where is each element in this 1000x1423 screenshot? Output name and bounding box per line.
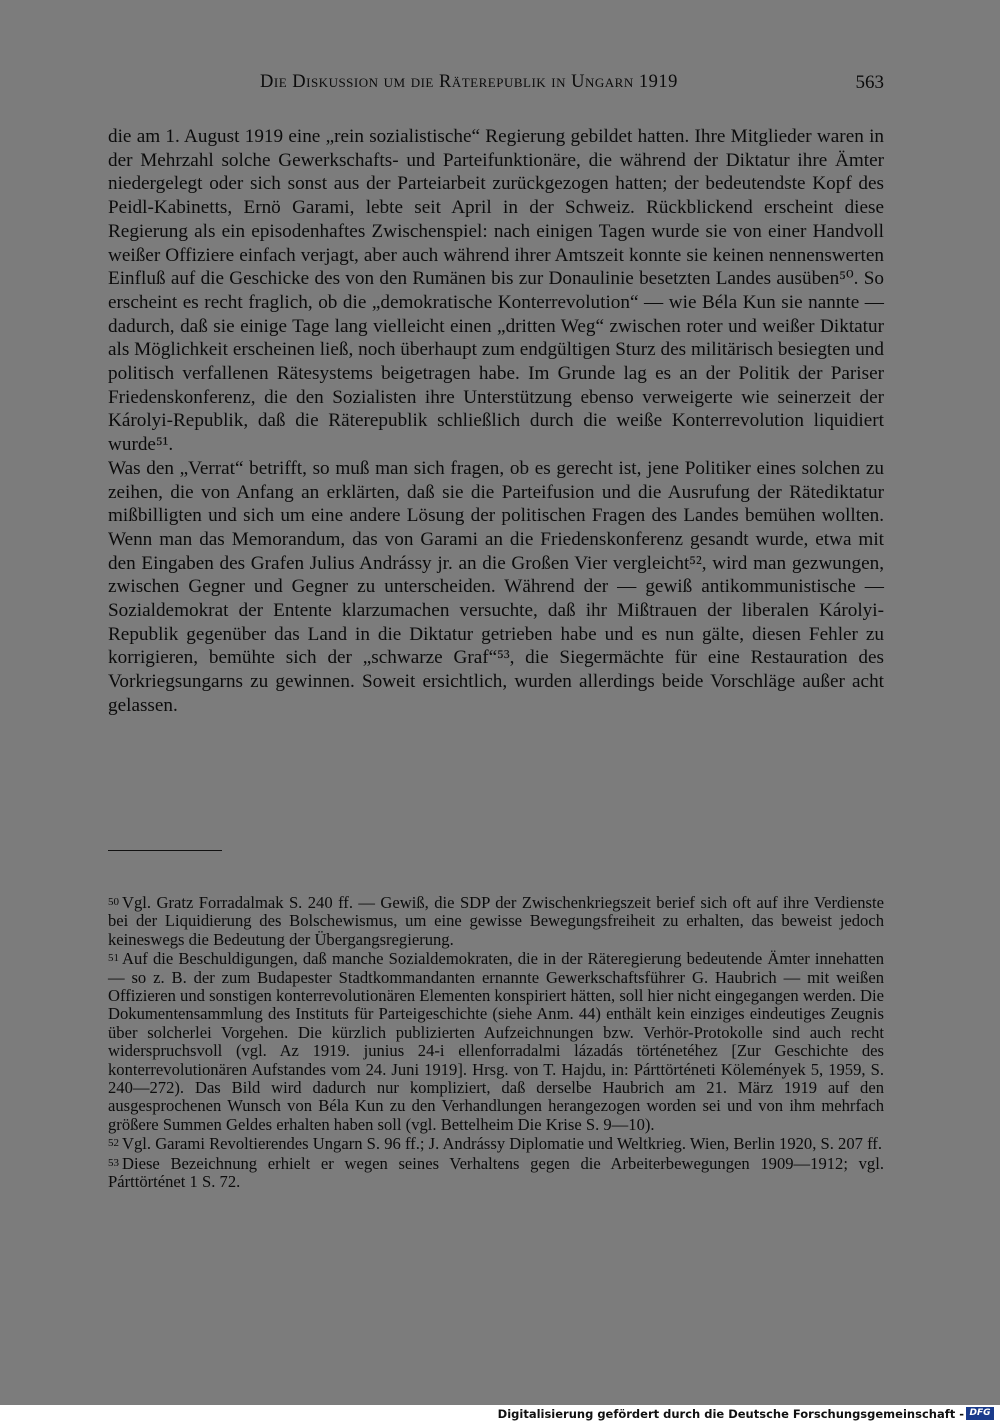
- paragraph: Was den „Verrat“ betrifft, so muß man sich fragen, ob es gerecht ist, jene Politiker eines solchen zu zeihen, die von Anfang an erklärten, daß sie die Parteifusion und die Ausrufung der Rätediktatur mißbilligten und sich um eine andere Lösung der politischen Fragen des Landes bemühen wollten. Wenn man das Memorandum, das von Garami an die Friedenskonferenz gesandt wurde, etwa mit den Eingaben des Grafen Julius Andrássy jr. an die Großen Vier vergleicht⁵², wird man gezwungen, zwischen Gegner und Gegner zu unterscheiden. Während der — gewiß antikommunistische — Sozialdemokrat der Entente klarzumachen versuchte, daß ihr Mißtrauen der liberalen Károlyi-Republik gegenüber das Land in die Diktatur getrieben habe und es nun gälte, diesen Fehler zu korrigieren, bemühte sich der „schwarze Graf“⁵³, die Siegermächte für eine Restauration des Vorkriegsungarns zu gewinnen. Soweit ersichtlich, wurden allerdings beide Vorschläge außer acht gelassen.: [108, 457, 884, 716]
- footnote-number: 52: [108, 1137, 119, 1150]
- digitization-credit-bar: [0, 1405, 1000, 1423]
- footnote-text: Vgl. Garami Revoltierendes Ungarn S. 96 ff.; J. Andrássy Diplomatie und Weltkrieg. Wien, Berlin 1920, S. 207 ff.: [122, 1134, 882, 1154]
- footnote-number: 53: [108, 1156, 119, 1169]
- running-title: Die Diskussion um die Räterepublik in Ungarn 1919: [260, 72, 678, 92]
- paragraph: die am 1. August 1919 eine „rein sozialistische“ Regierung gebildet hatten. Ihre Mitglieder waren in der Mehrzahl solche Gewerkschafts- und Parteifunktionäre, die während der Diktatur ihre Ämter niedergelegt oder sich sonst aus der Parteiarbeit zurückgezogen hatten; der bedeutendste Kopf des Peidl-Kabinetts, Ernö Garami, lebte seit April in der Schweiz. Rückblickend erscheint diese Regierung als ein episodenhaftes Zwischenspiel: nach einigen Tagen wurde sie von einer Handvoll weißer Offiziere einfach verjagt, aber auch während ihrer Amtszeit konnte sie keinen nennenswerten Einfluß auf die Geschicke des von den Rumänen bis zur Donaulinie besetzten Landes ausüben⁵⁰. So erscheint es recht fraglich, ob die „demokratische Konterrevolution“ — wie Béla Kun sie nannte — dadurch, daß sie einige Tage lang vielleicht einen „dritten Weg“ zwischen roter und weißer Diktatur als Möglichkeit erscheinen ließ, noch überhaupt zum endgültigen Sturz des militärisch besiegten und politisch verfallenen Rätesystems beigetragen habe. Im Grunde lag es an der Politik der Pariser Friedenskonferenz, die den Sozialisten ihre Unterstützung ebenso verweigerte wie seinerzeit der Károlyi-Republik, daß die Räterepublik schließlich durch die weiße Konterrevolution liquidiert wurde⁵¹.: [108, 126, 884, 456]
- footnote: [108, 893, 884, 949]
- footnote: [108, 949, 884, 1134]
- footnotes: [108, 893, 884, 1192]
- main-text: [108, 125, 884, 718]
- footnote: [108, 1154, 884, 1192]
- footnote-number: 51: [108, 952, 119, 965]
- page-header: [108, 72, 884, 102]
- footnote-number: 50: [108, 896, 119, 908]
- footnote-text: Auf die Beschuldigungen, daß manche Sozialdemokraten, die in der Räteregierung bedeutende Ämter innehatten — so z. B. der zum Budapester Stadtkommandanten ernannte Gewerkschaftsführer G. Haubrich — mit weißen Offizieren und sonstigen konterrevolutionären Elementen konspiriert hätten, soll hier nicht eingegangen werden. Die Dokumentensammlung des Instituts für Parteigeschichte (siehe Anm. 44) enthält kein einziges eindeutiges Zeugnis über solcherlei Vorgehen. Die kürzlich publizierten Aufzeichnungen bzw. Verhör-Protokolle sind auch recht widerspruchsvoll (vgl. Az 1919. junius 24-i ellenforradalmi lázadás történetéhez [Zur Geschichte des konterrevolutionären Aufstandes vom 24. Juni 1919]. Hrsg. von T. Hajdu, in: Párttörténeti Kölemények 5, 1959, S. 240—272). Das Bild wird dadurch nur kompliziert, daß derselbe Haubrich am 21. März 1919 auf den ausgesprochenen Wunsch von Béla Kun zu den Verhandlungen herangezogen worden sei und von ihm mehrfach größere Summen Geldes erhalten haben soll (vgl. Bettelheim Die Krise S. 9—10).: [108, 949, 884, 1134]
- footnote-divider: [108, 850, 222, 851]
- credit-text: Digitalisierung gefördert durch die Deutsche Forschungsgemeinschaft -: [497, 1407, 964, 1421]
- page-number: 563: [855, 72, 884, 93]
- dfg-logo-text: DFG: [969, 1408, 991, 1418]
- footnote-text: Diese Bezeichnung erhielt er wegen seines Verhaltens gegen die Arbeiterbewegungen 1909—1912; vgl. Párttörténet 1 S. 72.: [108, 1153, 884, 1192]
- dfg-logo-icon: [966, 1407, 994, 1420]
- footnote-text: Vgl. Gratz Forradalmak S. 240 ff. — Gewiß, die SDP der Zwischenkriegszeit berief sich oft auf ihre Verdienste bei der Liquidierung des Bolschewismus, um eine gewisse Bewegungsfreiheit zu erhalten, das beweist jedoch keineswegs die Bedeutung der Übergangsregierung.: [108, 893, 884, 949]
- footnote: [108, 1134, 884, 1153]
